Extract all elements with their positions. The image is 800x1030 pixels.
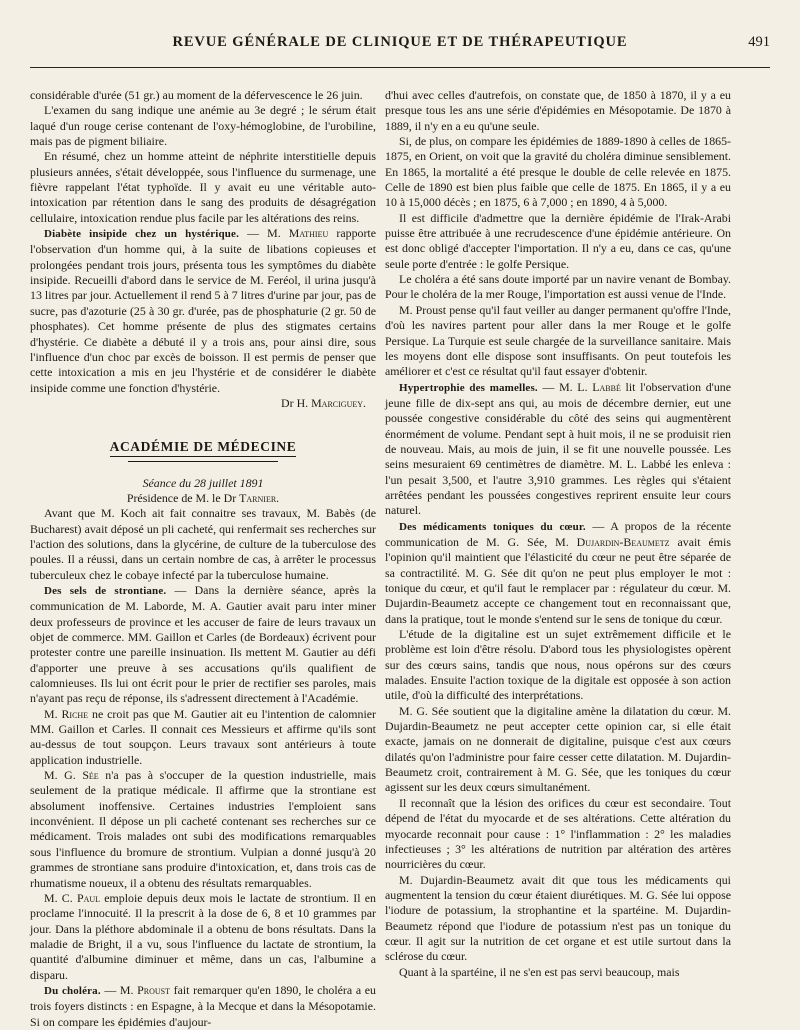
dash-text: — M. xyxy=(100,982,138,997)
signature xyxy=(30,396,376,411)
article-cholera xyxy=(30,983,376,1030)
speaker-prefix: M. C. xyxy=(44,890,77,905)
speaker-name: Labbé xyxy=(592,379,621,394)
section-title-text: ACADÉMIE DE MÉDECINE xyxy=(110,439,297,457)
paragraph: Quant à la spartéine, il ne s'en est pas servi beaucoup, mais xyxy=(399,964,680,979)
paragraph-text: fait remarquer qu'en 1890, le choléra a eu trois foyers distincts : en Espagne, à la Mecque et dans la Mésopotamie. Si on compare les épidémies d'aujour- xyxy=(30,982,376,1029)
paragraph: d'hui avec celles d'autrefois, on constate que, de 1850 à 1870, il y a eu presque tous les ans une série d'épidémies en Mésopotamie. De 1870 à 1889, il n'y en a eu qu'une seule. xyxy=(385,88,731,133)
speaker-prefix: M. G. xyxy=(44,768,83,783)
paragraph-text: emploie depuis deux mois le lactate de strontium. Il en proclame l'innocuité. Il la prescrit à la dose de 6, 8 et 10 grammes par jour. Dans la pléthore abdominale il a obtenu de bons résultats. Dans la maladie de Bright, il a vu, sous l'influence du lactate de strontium, la quantité d'albumine diminuer et même, dans un cas, l'albumine a disparu. xyxy=(30,890,376,982)
paragraph-text: lit l'observation d'une jeune fille de dix-sept ans qui, au mois de décembre dernier, eut une poussée congestive considérable du côté des seins qui augmentèrent énormément de volume. Pendant sept à huit mois, il ne se produisit rien de nouveau. Mais, au mois de juin, il se fit une nouvelle poussée. Les seins mesuraient 69 centimètres de diamètre. M. L. Labbé les enleva : l'un pesait 3,500, et l'autre 3,910 grammes. Les règles qui s'étaient arrêtées pendant les poussées congestives reprirent ensuite leur cours naturel. xyxy=(385,379,731,518)
signature-name: Marciguey. xyxy=(311,395,366,410)
author-name: Mathieu xyxy=(288,226,329,241)
speaker-name: Sée xyxy=(82,768,99,783)
presidence-prefix: Présidence de M. le Dr xyxy=(126,490,240,505)
paragraph: L'étude de la digitaline est un sujet extrêmement difficile et le problème est loin d'être résolu. D'abord tous les physiologistes opèrent sur des cœurs sains, tandis que nous, nous opérons sur des cœurs malades. Ensuite l'action toxique de la digitale est opposée à son action utile, d'où la difficulté des interprétations. xyxy=(385,627,731,703)
dash-text: — M. xyxy=(238,226,289,241)
paragraph-text: rapporte l'observation d'un homme qui, à la suite de libations copieuses et prolongées pendant trois jours, présenta tous les symptômes du diabète insipide. Recueilli d'abord dans le service de M. Feréol, il urina jusqu'à 13 litres par jour. Actuellement il rend 5 à 7 litres d'urine par jour, pas de sucre, pas d'azoturie (25 à 30 gr. d'urée, pas de phosphaturie (2 gr. 50 de phosphates). Cet homme présente de plus des stigmates certains d'hystérie. Ce diabète a débuté il y a trois ans, pour ainsi dire, sous l'influence d'un choc par excès de boisson. Il est permis de penser que cette intoxication a mis en jeu l'hystérie et de considérer le diabète insipide comme une fonction d'hystérie. xyxy=(30,226,377,395)
article-hypertrophie xyxy=(385,380,731,519)
article-strontiane xyxy=(30,583,376,707)
paragraph xyxy=(30,768,376,891)
paragraph xyxy=(30,891,376,983)
speaker-name: Dujardin-Beaumetz xyxy=(576,534,670,549)
run-in-heading: Des médicaments toniques du cœur. xyxy=(399,520,586,533)
speaker-name: Paul xyxy=(76,890,101,905)
presidence-line xyxy=(30,491,376,506)
paragraph: Avant que M. Koch ait fait connaitre ses travaux, M. Babès (de Bucharest) avait déposé un pli cacheté, qui renfermait ses recherches sur l'action des solutions, dans la glycérine, de culture de la tuberculose des poules. Il a réussi, dans un certain nombre de cas, à arrêter le processus tuberculeux chez le cobaye infecté par la tuberculose humaine. xyxy=(30,506,376,582)
speaker-name: Riche xyxy=(61,706,89,721)
dash-text: — M. L. xyxy=(537,379,593,394)
section-rule xyxy=(128,461,278,462)
paragraph-text: — Dans la dernière séance, après la communication de M. Laborde, M. A. Gautier avait paru inter miner deux professeurs de province et les accuser de faire de leurs travaux un objet de commerce. MM. Gaillon et Carles (de Bordeaux) écrivent pour protester contre une pareille insinuation. Ils mettent M. Gautier au défi d'apporter une preuve à ses accusations qu'ils qualifient de calomnieuses. Ils lui ont écrit pour le prier de rectifier ses paroles, mais n'ayant pas reçu de réponse, ils s'adressent directement à l'Académie. xyxy=(30,582,376,706)
paragraph-text: n'a pas à s'occuper de la question industrielle, mais seulement de la pratique médicale. Il affirme que la strontiane est absolument inoffensive. Certaines industries l'emploient sans inconvénient. Il dépose un pli cacheté contenant ses recherches sur ce médicament. Trois malades ont subi des modifications remarquables sous l'influence du bromure de strontium. Vulpian a donné jusqu'à 20 grammes de strontiane sans produire d'intoxication, et, dans trois cas de rhumatisme noueux, il a obtenu des résultats remarquables. xyxy=(30,768,376,890)
run-in-heading: Hypertrophie des mamelles. xyxy=(399,381,538,394)
paragraph-text: — A propos de la récente communication de M. G. Sée, M. xyxy=(385,518,731,549)
speaker-name: Proust xyxy=(137,982,170,997)
run-in-heading: Diabète insipide chez un hystérique. xyxy=(44,228,239,241)
paragraph: Si, de plus, on compare les épidémies de 1889-1890 à celles de 1865-1875, en Orient, on voit que la gravité du choléra diminue sensiblement. En 1865, la mortalité a été presque le double de celle relevée en 1875. Celle de 1890 est bien plus faible que celle de 1875. En 1865, il y a eu 10 à 15,000 décès ; en 1875, 6 à 7,000 ; en 1890, 4 à 5,000. xyxy=(385,134,731,210)
section-title xyxy=(30,439,376,454)
running-head xyxy=(30,34,770,60)
paragraph-text: ne croit pas que M. Gautier ait eu l'intention de calomnier MM. Gaillon et Carles. Il connait ces Messieurs et affirme qu'ils sont au-dessus de tout soupçon. Leurs travaux sont antérieurs à toute application industrielle. xyxy=(30,706,376,767)
president-name: Tarnier. xyxy=(239,490,280,505)
article-toniques xyxy=(385,519,731,627)
header-rule xyxy=(30,67,770,68)
page-number: 491 xyxy=(748,34,770,50)
journal-title: REVUE GÉNÉRALE DE CLINIQUE ET DE THÉRAPEUTIQUE xyxy=(172,34,628,50)
speaker-prefix: M. xyxy=(44,706,62,721)
paragraph: Il reconnaît que la lésion des orifices du cœur est secondaire. Tout dépend de l'état du myocarde et de ses altérations. Cette altération du myocarde reconnait pour cause : 1° l'inflammation : 2° les maladies infectieuses ; 3° les altérations de nutrition par altération des artères nourricières du cœur. xyxy=(385,795,731,872)
paragraph-text: avait émis l'opinion qu'il maintient que l'élasticité du cœur ne peut être séparée de sa contractilité. M. G. Sée dit qu'on ne peut plus employer le mot : tonique du cœur, et qu'il faut le remplacer par : régulateur du cœur. M. Dujardin-Beaumetz accepte ce changement tout en reconnaissant que, dans la pratique, tout le monde s'entend sur le sens de tonique du cœur. xyxy=(385,534,731,626)
paragraph: L'examen du sang indique une anémie au 3e degré ; le sérum était laqué d'un rouge cerise contenant de l'oxy-hémoglobine, de l'urobiline, mais pas de pigment biliaire. xyxy=(30,103,376,149)
run-in-heading: Du choléra. xyxy=(44,984,101,997)
signature-prefix: Dr H. xyxy=(281,395,312,410)
paragraph: considérable d'urée (51 gr.) au moment de la défervescence le 26 juin. xyxy=(30,88,363,102)
paragraph: M. Proust pense qu'il faut veiller au danger permanent qu'offre l'Inde, d'où les navires partent pour aller dans la mer Rouge et le golfe Persique. La Turquie est seule chargée de la surveillance sanitaire. Mais les moyens dont elle dispose sont insuffisants. On peut toutefois les améliorer et c'est ce résultat qu'il faut essayer d'obtenir. xyxy=(385,302,731,379)
paragraph xyxy=(30,707,376,768)
left-column xyxy=(30,88,376,1030)
paragraph: Le choléra a été sans doute importé par un navire venant de Bombay. Pour le choléra de la mer Rouge, l'importation est aussi venue de l'Inde. xyxy=(385,272,731,302)
run-in-heading: Des sels de strontiane. xyxy=(44,584,167,597)
right-column xyxy=(385,88,731,980)
session-date: Séance du 28 juillet 1891 xyxy=(142,475,264,490)
paragraph: M. G. Sée soutient que la digitaline amène la dilatation du cœur. M. Dujardin-Beaumetz ne peut accepter cette opinion car, si elle était exacte, jamais on ne donnerait de digitaline, puisque c'est aux cœurs dilatés qu'on l'administre pour faire cesser cette dilatation. M. Dujardin-Beaumetz croit, contrairement à M. G. Sée, que les toniques du cœur agissent sur les deux cœurs simultanément. xyxy=(385,703,731,795)
paragraph: M. Dujardin-Beaumetz avait dit que tous les médicaments qui augmentent la tension du cœur étaient diurétiques. M. G. Sée lui oppose l'iodure de potassium, la strophantine et la spartéine. M. Dujardin-Beaumetz répond que l'iodure de potassium n'est pas un tonique du cœur. Il agit sur la nutrition de cet organe et est utile surtout dans la sclérose du cœur. xyxy=(385,872,731,964)
article-diabete xyxy=(30,226,376,396)
paragraph: En résumé, chez un homme atteint de néphrite interstitielle depuis plusieurs années, s'était développée, sous l'influence du surmenage, une fièvre rappelant l'état typhoïde. Il y avait eu une véritable auto-intoxication par rétention dans le sang des produits de désagrégation cellulaire, intoxication rendue plus facile par les altérations des reins. xyxy=(30,149,376,225)
paragraph: Il est difficile d'admettre que la dernière épidémie de l'Irak-Arabi puisse être attribuée à une recrudescence d'une épidémie antérieure. On est donc obligé d'accepter l'importation. Il n'y a eu, dans ce cas, qu'une seule porte d'entrée : le golfe Persique. xyxy=(385,210,731,271)
